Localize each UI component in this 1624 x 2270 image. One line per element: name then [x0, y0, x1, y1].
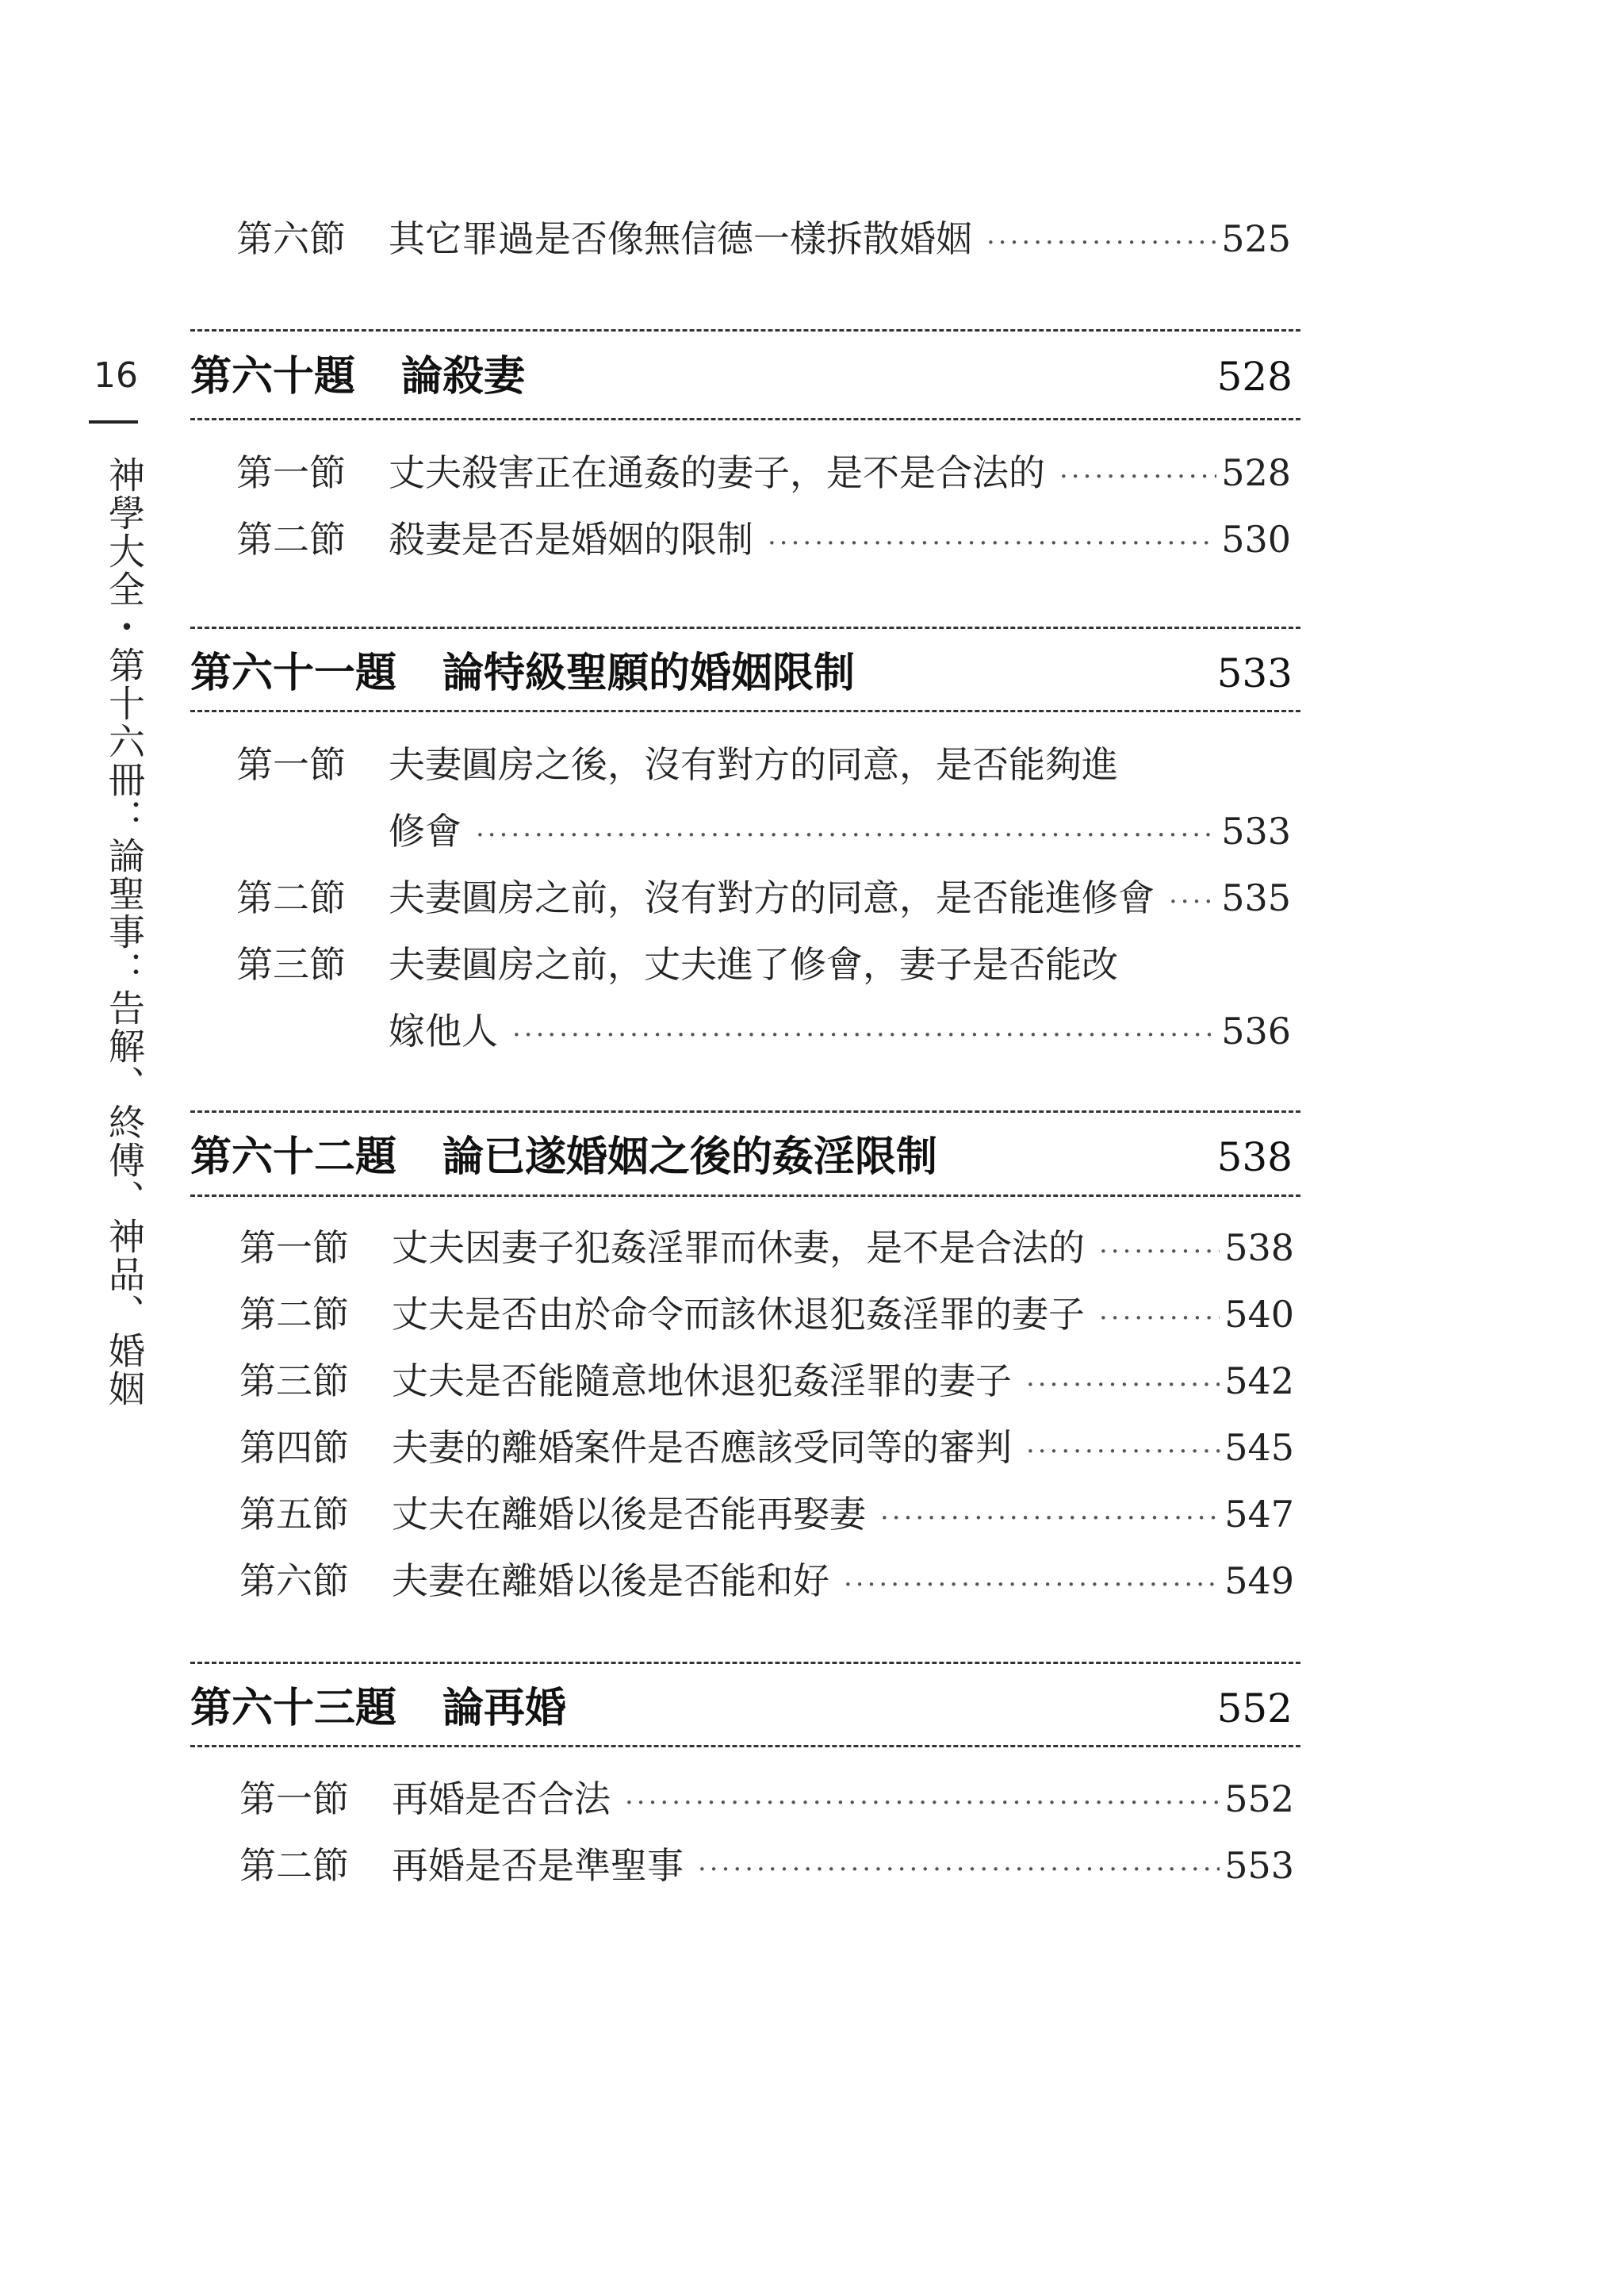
toc-entry: [236, 869, 1291, 922]
entry-label: 第二節: [236, 876, 346, 919]
entry-page: 545: [1224, 1426, 1294, 1469]
leader-dots: [512, 1019, 1216, 1051]
entry-title: 丈夫殺害正在通姦的妻子，是不是合法的: [389, 451, 1045, 494]
question-heading: [190, 1674, 1293, 1734]
heading-rule-bottom: [190, 1745, 1300, 1747]
entry-page: 535: [1221, 876, 1291, 919]
entry-label: 第一節: [239, 1226, 349, 1269]
question-page: 552: [1216, 1685, 1293, 1731]
toc-entry: [239, 1486, 1294, 1538]
question-heading: [190, 1123, 1293, 1183]
entry-page: 542: [1224, 1359, 1294, 1402]
toc-entry: [239, 1552, 1294, 1605]
heading-rule-bottom: [190, 710, 1300, 712]
heading-rule-top: [190, 1110, 1300, 1113]
toc-entry: [239, 1352, 1294, 1405]
toc-entry: [236, 444, 1291, 497]
entry-title: 夫妻圓房之前，沒有對方的同意，是否能進修會: [389, 876, 1155, 919]
toc-entry: [239, 1286, 1294, 1338]
question-label: 第六十題: [190, 352, 356, 401]
leader-dots: [1059, 461, 1216, 493]
entry-label: 第二節: [236, 518, 346, 561]
entry-page: 553: [1224, 1844, 1294, 1887]
entry-page: 552: [1224, 1777, 1294, 1820]
leader-dots: [1099, 1302, 1220, 1334]
heading-rule-top: [190, 329, 1300, 332]
toc-entry: [239, 1837, 1294, 1889]
entry-title: 修會: [389, 810, 462, 853]
entry-label: 第五節: [239, 1493, 349, 1536]
leader-dots: [1026, 1369, 1220, 1401]
toc-entry: [239, 1419, 1294, 1471]
entry-page: 530: [1221, 518, 1291, 561]
toc-entry: [239, 1219, 1294, 1271]
heading-rule-top: [190, 627, 1300, 629]
question-title: 論殺妻: [401, 352, 526, 401]
entry-title: 丈夫是否由於命令而該休退犯姦淫罪的妻子: [392, 1293, 1085, 1336]
side-rule: [89, 420, 138, 424]
entry-label: 第二節: [239, 1293, 349, 1336]
toc-entry-continuation: [389, 1003, 1291, 1055]
entry-title: 夫妻在離婚以後是否能和好: [392, 1559, 829, 1602]
leader-dots: [1026, 1436, 1220, 1467]
question-page: 528: [1216, 354, 1293, 400]
entry-title: 丈夫因妻子犯姦淫罪而休妻，是不是合法的: [392, 1226, 1085, 1269]
question-title: 論已遂婚姻之後的姦淫限制: [442, 1133, 938, 1181]
heading-rule-top: [190, 1662, 1300, 1664]
leader-dots: [1099, 1236, 1220, 1267]
entry-label: 第二節: [239, 1844, 349, 1887]
entry-page: 549: [1224, 1559, 1294, 1602]
toc-entry: [236, 511, 1291, 563]
leader-dots: [698, 1854, 1220, 1885]
leader-dots: [768, 527, 1216, 559]
heading-rule-bottom: [190, 418, 1300, 420]
entry-label: 第一節: [236, 451, 346, 494]
entry-label: 第六節: [239, 1559, 349, 1602]
entry-label: 第一節: [236, 743, 346, 786]
entry-title: 夫妻圓房之後，沒有對方的同意，是否能夠進: [389, 743, 1118, 786]
entry-page: 538: [1224, 1226, 1294, 1269]
entry-page: 536: [1221, 1010, 1291, 1053]
entry-label: 第三節: [239, 1359, 349, 1402]
running-title: 神學大全・第十六冊：論聖事：告解、終傅、神品、婚姻: [103, 456, 146, 1408]
question-label: 第六十三題: [190, 1684, 397, 1732]
entry-label: 第四節: [239, 1426, 349, 1469]
question-label: 第六十二題: [190, 1133, 397, 1181]
page-number: 16: [94, 355, 138, 396]
toc-entry-continuation: [389, 803, 1291, 855]
question-label: 第六十一題: [190, 649, 397, 697]
leader-dots: [625, 1787, 1220, 1819]
entry-page: 533: [1221, 810, 1291, 853]
toc-entry: [236, 210, 1291, 263]
leader-dots: [476, 819, 1216, 851]
entry-title: 夫妻的離婚案件是否應該受同等的審判: [392, 1426, 1012, 1469]
toc-entry: [239, 1770, 1294, 1823]
entry-page: 528: [1221, 451, 1291, 494]
entry-title: 再婚是否合法: [392, 1777, 611, 1820]
question-page: 533: [1216, 650, 1293, 696]
entry-page: 540: [1224, 1293, 1294, 1336]
question-page: 538: [1216, 1134, 1293, 1180]
entry-label: 第三節: [236, 943, 346, 986]
leader-dots: [986, 227, 1216, 259]
toc-entry: [236, 936, 1291, 988]
entry-title: 丈夫在離婚以後是否能再娶妻: [392, 1493, 866, 1536]
question-heading: [190, 639, 1293, 699]
entry-title: 夫妻圓房之前，丈夫進了修會，妻子是否能改: [389, 943, 1118, 986]
entry-label: 第一節: [239, 1777, 349, 1820]
entry-title: 其它罪過是否像無信德一樣拆散婚姻: [389, 217, 972, 260]
entry-page: 525: [1221, 217, 1291, 260]
toc-entry: [236, 736, 1291, 788]
entry-title: 嫁他人: [389, 1010, 498, 1053]
entry-title: 再婚是否是準聖事: [392, 1844, 684, 1887]
entry-title: 殺妻是否是婚姻的限制: [389, 518, 753, 561]
leader-dots: [880, 1502, 1220, 1534]
leader-dots: [844, 1569, 1220, 1601]
question-heading: [190, 343, 1293, 402]
question-title: 論再婚: [442, 1684, 567, 1732]
heading-rule-bottom: [190, 1194, 1300, 1197]
entry-label: 第六節: [236, 217, 346, 260]
question-title: 論特級聖願的婚姻限制: [442, 649, 856, 697]
entry-page: 547: [1224, 1493, 1294, 1536]
entry-title: 丈夫是否能隨意地休退犯姦淫罪的妻子: [392, 1359, 1012, 1402]
leader-dots: [1169, 886, 1216, 918]
